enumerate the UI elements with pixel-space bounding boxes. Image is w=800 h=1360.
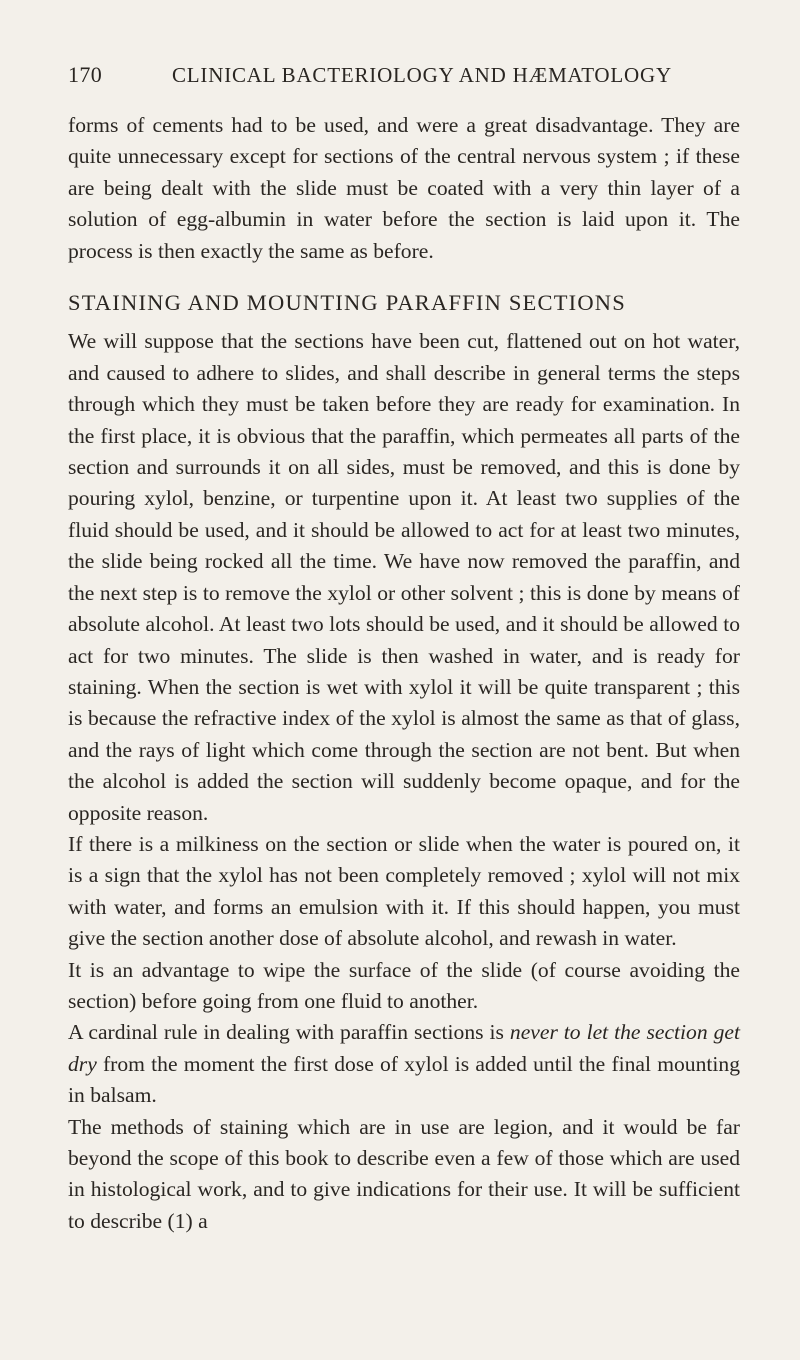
paragraph-staining-methods: The methods of staining which are in use are legion, and it would be far beyond the scope of this book to describe even a few of those which are used in histological work, and to give indications for their use. It will be sufficient to describe (1) a	[68, 1114, 740, 1233]
body-text	[68, 110, 740, 1237]
cardinal-rule-lead: A cardinal rule in dealing with paraffin sections is	[68, 1020, 510, 1045]
running-title: CLINICAL BACTERIOLOGY AND HÆMATOLOGY	[172, 63, 672, 87]
paragraph-milkiness: If there is a milkiness on the section or slide when the water is poured on, it is a sign that the xylol has not been completely removed ; xylol will not mix with water, and forms an emulsion with it. If this should happen, you must give the section another dose of absolute alcohol, and rewash in water.	[68, 831, 740, 951]
paragraph-wipe-slide: It is an advantage to wipe the surface of the slide (of course avoiding the section) before going from one fluid to another.	[68, 957, 740, 1013]
cardinal-rule-tail: from the moment the first dose of xylol is added until the final mounting in balsam.	[68, 1051, 740, 1108]
paragraph-cardinal-rule	[68, 1017, 740, 1111]
paragraph-removing-paraffin: We will suppose that the sections have been cut, flattened out on hot water, and caused to adhere to slides, and shall describe in general terms the steps through which they must be taken before they are ready for examination. In the first place, it is obvious that the paraffin, which permeates all parts of the section and surrounds it on all sides, must be removed, and this is done by pouring xylol, benzine, or turpentine upon it. At least two supplies of the fluid should be used, and it should be allowed to act for at least two minutes, the slide being rocked all the time. We have now removed the paraffin, and the next step is to remove the xylol or other solvent ; this is done by means of absolute alcohol. At least two lots should be used, and it should be allowed to act for two minutes. The slide is then washed in water, and is ready for staining. When the section is wet with xylol it will be quite transparent ; this is because the refractive index of the xylol is almost the same as that of glass, and the rays of light which come through the section are not bent. But when the alcohol is added the section will suddenly become opaque, and for the opposite reason.	[68, 329, 740, 825]
paragraph-cements: forms of cements had to be used, and were a great disadvantage. They are quite unnecessary except for sections of the central nervous system ; if these are being dealt with the slide must be coated with a very thin layer of a solution of egg-albumin in water before the section is laid upon it. The process is then exactly the same as before.	[68, 113, 740, 263]
page-number: 170	[68, 62, 103, 87]
cardinal-rule-emphasis: never to let the section get dry	[68, 1020, 740, 1076]
running-head	[68, 62, 748, 98]
section-heading: STAINING AND MOUNTING PARAFFIN SECTIONS	[68, 290, 626, 316]
